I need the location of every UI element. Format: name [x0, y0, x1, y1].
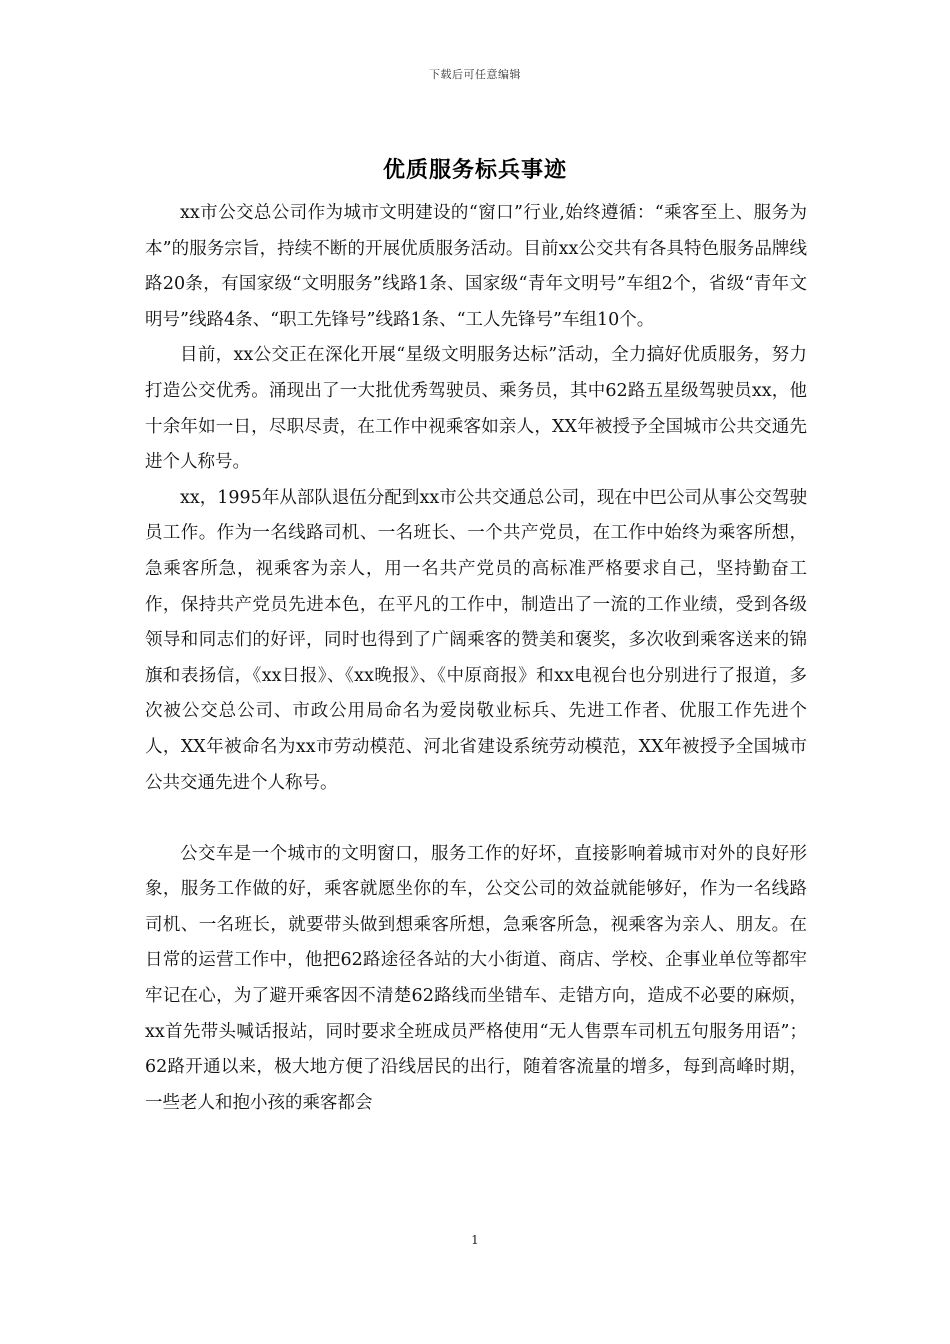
header-note: 下载后可任意编辑: [429, 68, 521, 81]
page-number: 1: [471, 1233, 479, 1247]
paragraph-3: xx，1995年从部队退伍分配到xx市公共交通总公司，现在中巴公司从事公交驾驶员工作。作为一名线路司机、一名班长、一个共产党员，在工作中始终为乘客所想，急乘客所急，视乘客为亲人，用一名共产党员的高标准严格要求自己，坚持勤奋工作，保持共产党员先进本色，在平凡的工作中，制造出了一流的工作业绩，受到各级领导和同志们的好评，同时也得到了广阔乘客的赞美和褒奖，多次收到乘客送来的锦旗和表扬信，《xx日报》、《xx晚报》、《中原商报》和xx电视台也分别进行了报道，多次被公交总公司、市政公用局命名为爱岗敬业标兵、先进工作者、优服工作先进个人，XX年被命名为xx市劳动模范、河北省建设系统劳动模范，XX年被授予全国城市公共交通先进个人称号。: [145, 487, 807, 793]
paragraph-2: 目前，xx公交正在深化开展“星级文明服务达标”活动，全力搞好优质服务，努力打造公交优秀。涌现出了一大批优秀驾驶员、乘务员，其中62路五星级驾驶员xx，他十余年如一日，尽职尽责，在工作中视乘客如亲人，XX年被授予全国城市公共交通先进个人称号。: [145, 345, 807, 473]
paragraph-1: xx市公交总公司作为城市文明建设的“窗口”行业,始终遵循：“乘客至上、服务为本”的服务宗旨，持续不断的开展优质服务活动。目前xx公交共有各具特色服务品牌线路20条，有国家级“文明服务”线路1条、国家级“青年文明号”车组2个，省级“青年文明号”线路4条、“职工先锋号”线路1条、“工人先锋号”车组10个。: [145, 203, 807, 330]
document-title: 优质服务标兵事迹: [382, 157, 567, 183]
document-body: [145, 196, 807, 1121]
paragraph-4: 公交车是一个城市的文明窗口，服务工作的好坏，直接影响着城市对外的良好形象，服务工作做的好，乘客就愿坐你的车，公交公司的效益就能够好，作为一名线路司机、一名班长，就要带头做到想乘客所想，急乘客所急，视乘客为亲人、朋友。在日常的运营工作中，他把62路途径各站的大小街道、商店、学校、企事业单位等都牢牢记在心，为了避开乘客因不清楚62路线而坐错车、走错方向，造成不必要的麻烦，xx首先带头喊话报站，同时要求全班成员严格使用“无人售票车司机五句服务用语”；62路开通以来，极大地方便了沿线居民的出行，随着客流量的增多，每到高峰时期，一些老人和抱小孩的乘客都会: [145, 843, 807, 1113]
